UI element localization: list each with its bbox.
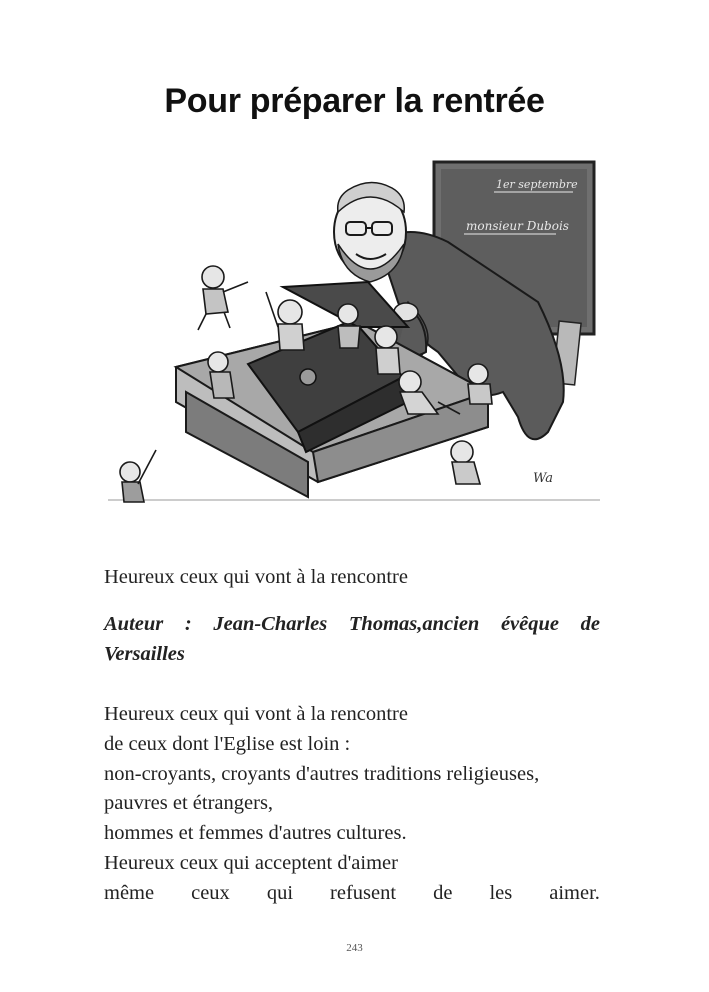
poem-line: de ceux dont l'Eglise est loin :	[104, 732, 351, 755]
poem-word: les	[489, 881, 513, 904]
poem-line: hommes et femmes d'autres cultures.	[104, 822, 407, 845]
poem-line: pauvres et étrangers,	[104, 792, 274, 815]
artist-signature: Wa	[533, 471, 553, 486]
page-title: Pour préparer la rentrée	[164, 82, 545, 120]
poem-subtitle: Heureux ceux qui vont à la rencontre	[104, 566, 408, 588]
poem-line: Heureux ceux qui acceptent d'aimer	[104, 851, 398, 874]
poem-line: non-croyants, croyants d'autres traditions religieuses,	[104, 762, 540, 785]
poem-word: aimer.	[549, 881, 600, 904]
poem-line: Heureux ceux qui vont à la rencontre	[104, 703, 408, 725]
poem-word: ceux	[191, 881, 230, 904]
poem-word: refusent	[330, 881, 397, 904]
poem-line-last	[104, 879, 600, 909]
teacher-cartoon-illustration	[108, 152, 600, 517]
poem-word: même	[104, 881, 155, 904]
blackboard-date: 1er septembre	[496, 178, 578, 191]
author-line: Auteur : Jean-Charles Thomas,ancien évêque de Versailles	[104, 613, 600, 665]
page-number: 243	[346, 942, 363, 954]
blackboard-name: monsieur Dubois	[466, 219, 569, 233]
poem-word: de	[433, 881, 453, 904]
cartoon-drawing	[108, 152, 600, 517]
poem-word: qui	[266, 881, 294, 904]
poem-body	[104, 700, 600, 909]
